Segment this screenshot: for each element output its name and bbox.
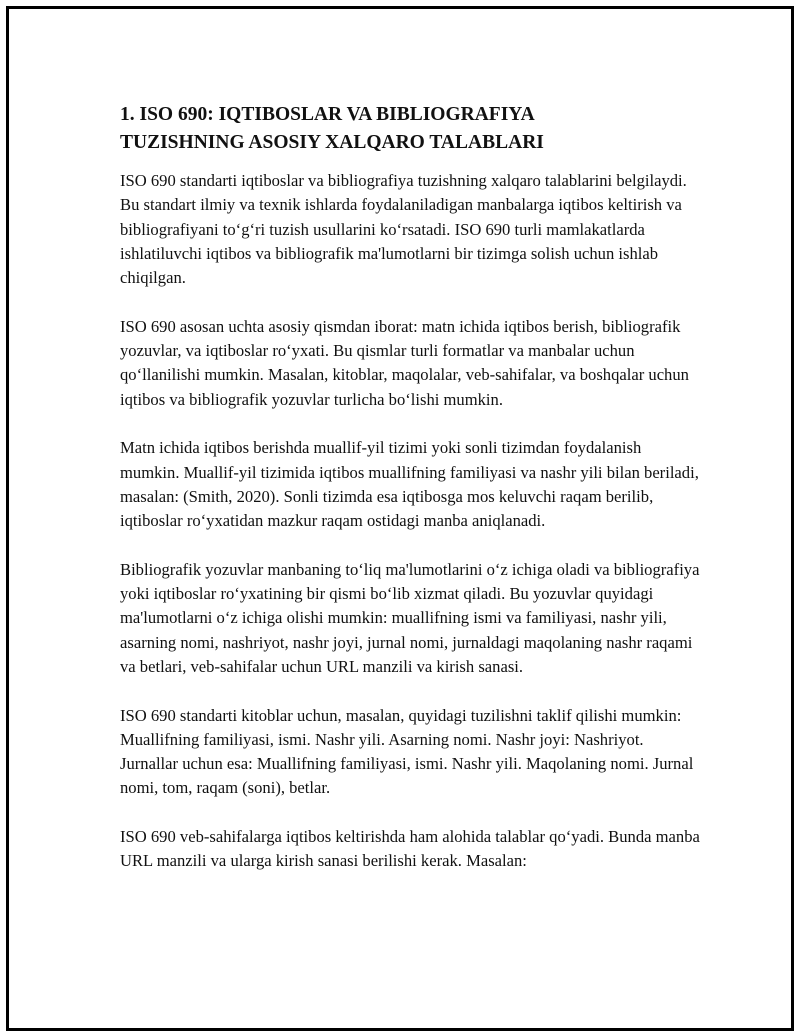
section-heading (120, 101, 700, 157)
paragraph-web-pages: ISO 690 veb-sahifalarga iqtibos keltirishda ham alohida talablar qo‘yadi. Bunda manba URL manzili va ularga kirish sanasi berilishi kerak. Masalan: (120, 827, 700, 871)
section-heading-line-1: 1. ISO 690: IQTIBOSLAR VA BIBLIOGRAFIYA (120, 104, 535, 125)
paragraph-bibliographic-entries: Bibliografik yozuvlar manbaning to‘liq ma'lumotlarini o‘z ichiga oladi va bibliografiya yoki iqtiboslar ro‘yxatining bir qismi bo‘lib xizmat qiladi. Bu yozuvlar quyidagi ma'lumotlarni o‘z ichiga olishi mumkin: muallifning ismi va familiyasi, nashr yili, asarning nomi, nashriyot, nashr joyi, jurnal nomi, jurnaldagi maqolaning nashr raqami va betlari, veb-sahifalar uchun URL manzili va kirish sanasi. (120, 559, 700, 676)
paragraph-iso690-intro: ISO 690 standarti iqtiboslar va bibliografiya tuzishning xalqaro talablarini belgilaydi. Bu standart ilmiy va texnik ishlarda foydalaniladigan manbalarga iqtibos keltirish va bibliografiyani to‘g‘ri tuzish usullarini ko‘rsatadi. ISO 690 turli mamlakatlarda ishlatiluvchi iqtibos va bibliografik ma'lumotlarni bir tizimga solish uchun ishlab chiqilgan. (120, 171, 687, 288)
paragraph-in-text-citation: Matn ichida iqtibos berishda muallif-yil tizimi yoki sonli tizimdan foydalanish mumkin. Muallif-yil tizimida iqtibos muallifning familiyasi va nashr yili bilan beriladi, masalan: (Smith, 2020). Sonli tizimda esa iqtibosga mos keluvchi raqam berilib, iqtiboslar ro‘yxatidan mazkur raqam ostidagi manba aniqlanadi. (120, 438, 699, 531)
document-body (120, 101, 700, 898)
paragraph-book-structure: ISO 690 standarti kitoblar uchun, masalan, quyidagi tuzilishni taklif qilishi mumkin: Muallifning familiyasi, ismi. Nashr yili. Asarning nomi. Nashr joyi: Nashriyot. Jurnallar uchun esa: Muallifning familiyasi, ismi. Nashr yili. Maqolaning nomi. Jurnal nomi, tom, raqam (soni), betlar. (120, 705, 694, 798)
page-frame (6, 6, 794, 1031)
paragraph-iso690-parts: ISO 690 asosan uchta asosiy qismdan iborat: matn ichida iqtibos berish, bibliografik yozuvlar, va iqtiboslar ro‘yxati. Bu qismlar turli formatlar va manbalar uchun qo‘llanilishi mumkin. Masalan, kitoblar, maqolalar, veb-sahifalar, va boshqalar uchun iqtibos va bibliografik yozuvlar turlicha bo‘lishi mumkin. (120, 316, 689, 409)
section-heading-line-2: TUZISHNING ASOSIY XALQARO TALABLARI (120, 132, 544, 153)
